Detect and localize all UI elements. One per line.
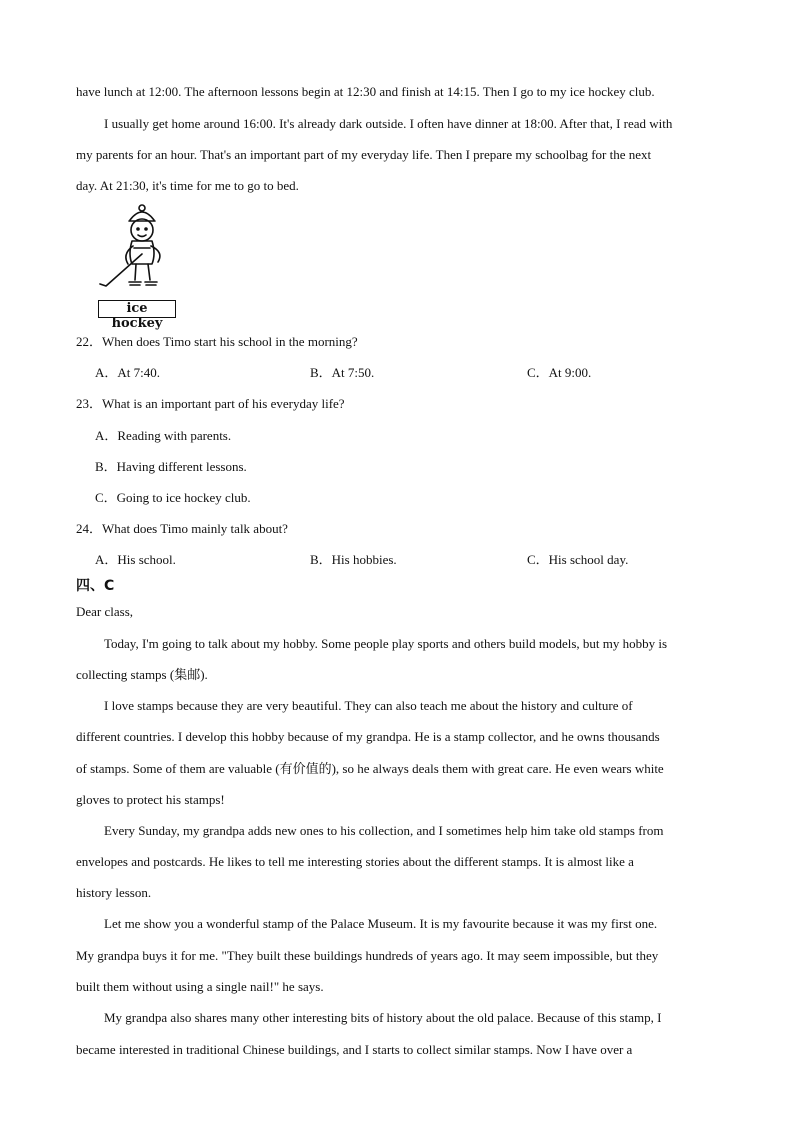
question-stem: 24．What does Timo mainly talk about?	[76, 521, 288, 536]
passage-line: history lesson.	[76, 885, 152, 900]
passage-line: My grandpa buys it for me. "They built these buildings hundreds of years ago. It may seem impossible, but they	[76, 948, 659, 963]
passage-line: Today, I'm going to talk about my hobby. Some people play sports and others build models, but my hobby is	[104, 636, 668, 651]
passage-line: collecting stamps (集邮).	[76, 667, 208, 682]
ice-hockey-caption: ice hockey	[98, 300, 176, 318]
passage-line: gloves to protect his stamps!	[76, 792, 225, 807]
ice-hockey-player-icon	[98, 204, 178, 300]
option-b[interactable]: B．Having different lessons.	[95, 459, 247, 474]
option-b[interactable]: B．At 7:50.	[310, 365, 375, 380]
passage-line: Every Sunday, my grandpa adds new ones to his collection, and I sometimes help him take old stamps from	[104, 823, 664, 838]
greeting: Dear class,	[76, 604, 134, 619]
passage-line: Let me show you a wonderful stamp of the Palace Museum. It is my favourite because it was my first one.	[104, 916, 658, 931]
option-a[interactable]: A．At 7:40.	[95, 365, 161, 380]
passage-line: envelopes and postcards. He likes to tell me interesting stories about the different stamps. It is almost like a	[76, 854, 634, 869]
section-heading: 四、C	[76, 578, 115, 594]
question-stem: 22．When does Timo start his school in the morning?	[76, 334, 358, 349]
passage-line: My grandpa also shares many other interesting bits of history about the old palace. Because of this stamp, I	[104, 1010, 662, 1025]
option-a[interactable]: A．Reading with parents.	[95, 428, 232, 443]
passage-line: day. At 21:30, it's time for me to go to bed.	[76, 178, 299, 193]
passage-line: different countries. I develop this hobby because of my grandpa. He is a stamp collector, and he owns thousands	[76, 729, 660, 744]
option-c[interactable]: C．Going to ice hockey club.	[95, 490, 251, 505]
option-a[interactable]: A．His school.	[95, 552, 176, 567]
passage-line: I love stamps because they are very beautiful. They can also teach me about the history and culture of	[104, 698, 633, 713]
passage-line: I usually get home around 16:00. It's already dark outside. I often have dinner at 18:00. After that, I read with	[104, 116, 673, 131]
passage-line: became interested in traditional Chinese buildings, and I starts to collect similar stamps. Now I have over a	[76, 1042, 633, 1057]
passage-line: of stamps. Some of them are valuable (有价值的), so he always deals them with great care. He even wears white	[76, 761, 664, 776]
option-b[interactable]: B．His hobbies.	[310, 552, 397, 567]
passage-line: built them without using a single nail!" he says.	[76, 979, 324, 994]
option-c[interactable]: C．At 9:00.	[527, 365, 592, 380]
question-stem: 23．What is an important part of his everyday life?	[76, 396, 345, 411]
ice-hockey-illustration	[98, 204, 178, 331]
passage-line: my parents for an hour. That's an important part of my everyday life. Then I prepare my schoolbag for the next	[76, 147, 652, 162]
passage-line: have lunch at 12:00. The afternoon lessons begin at 12:30 and finish at 14:15. Then I go to my ice hockey club.	[76, 84, 655, 99]
option-c[interactable]: C．His school day.	[527, 552, 629, 567]
